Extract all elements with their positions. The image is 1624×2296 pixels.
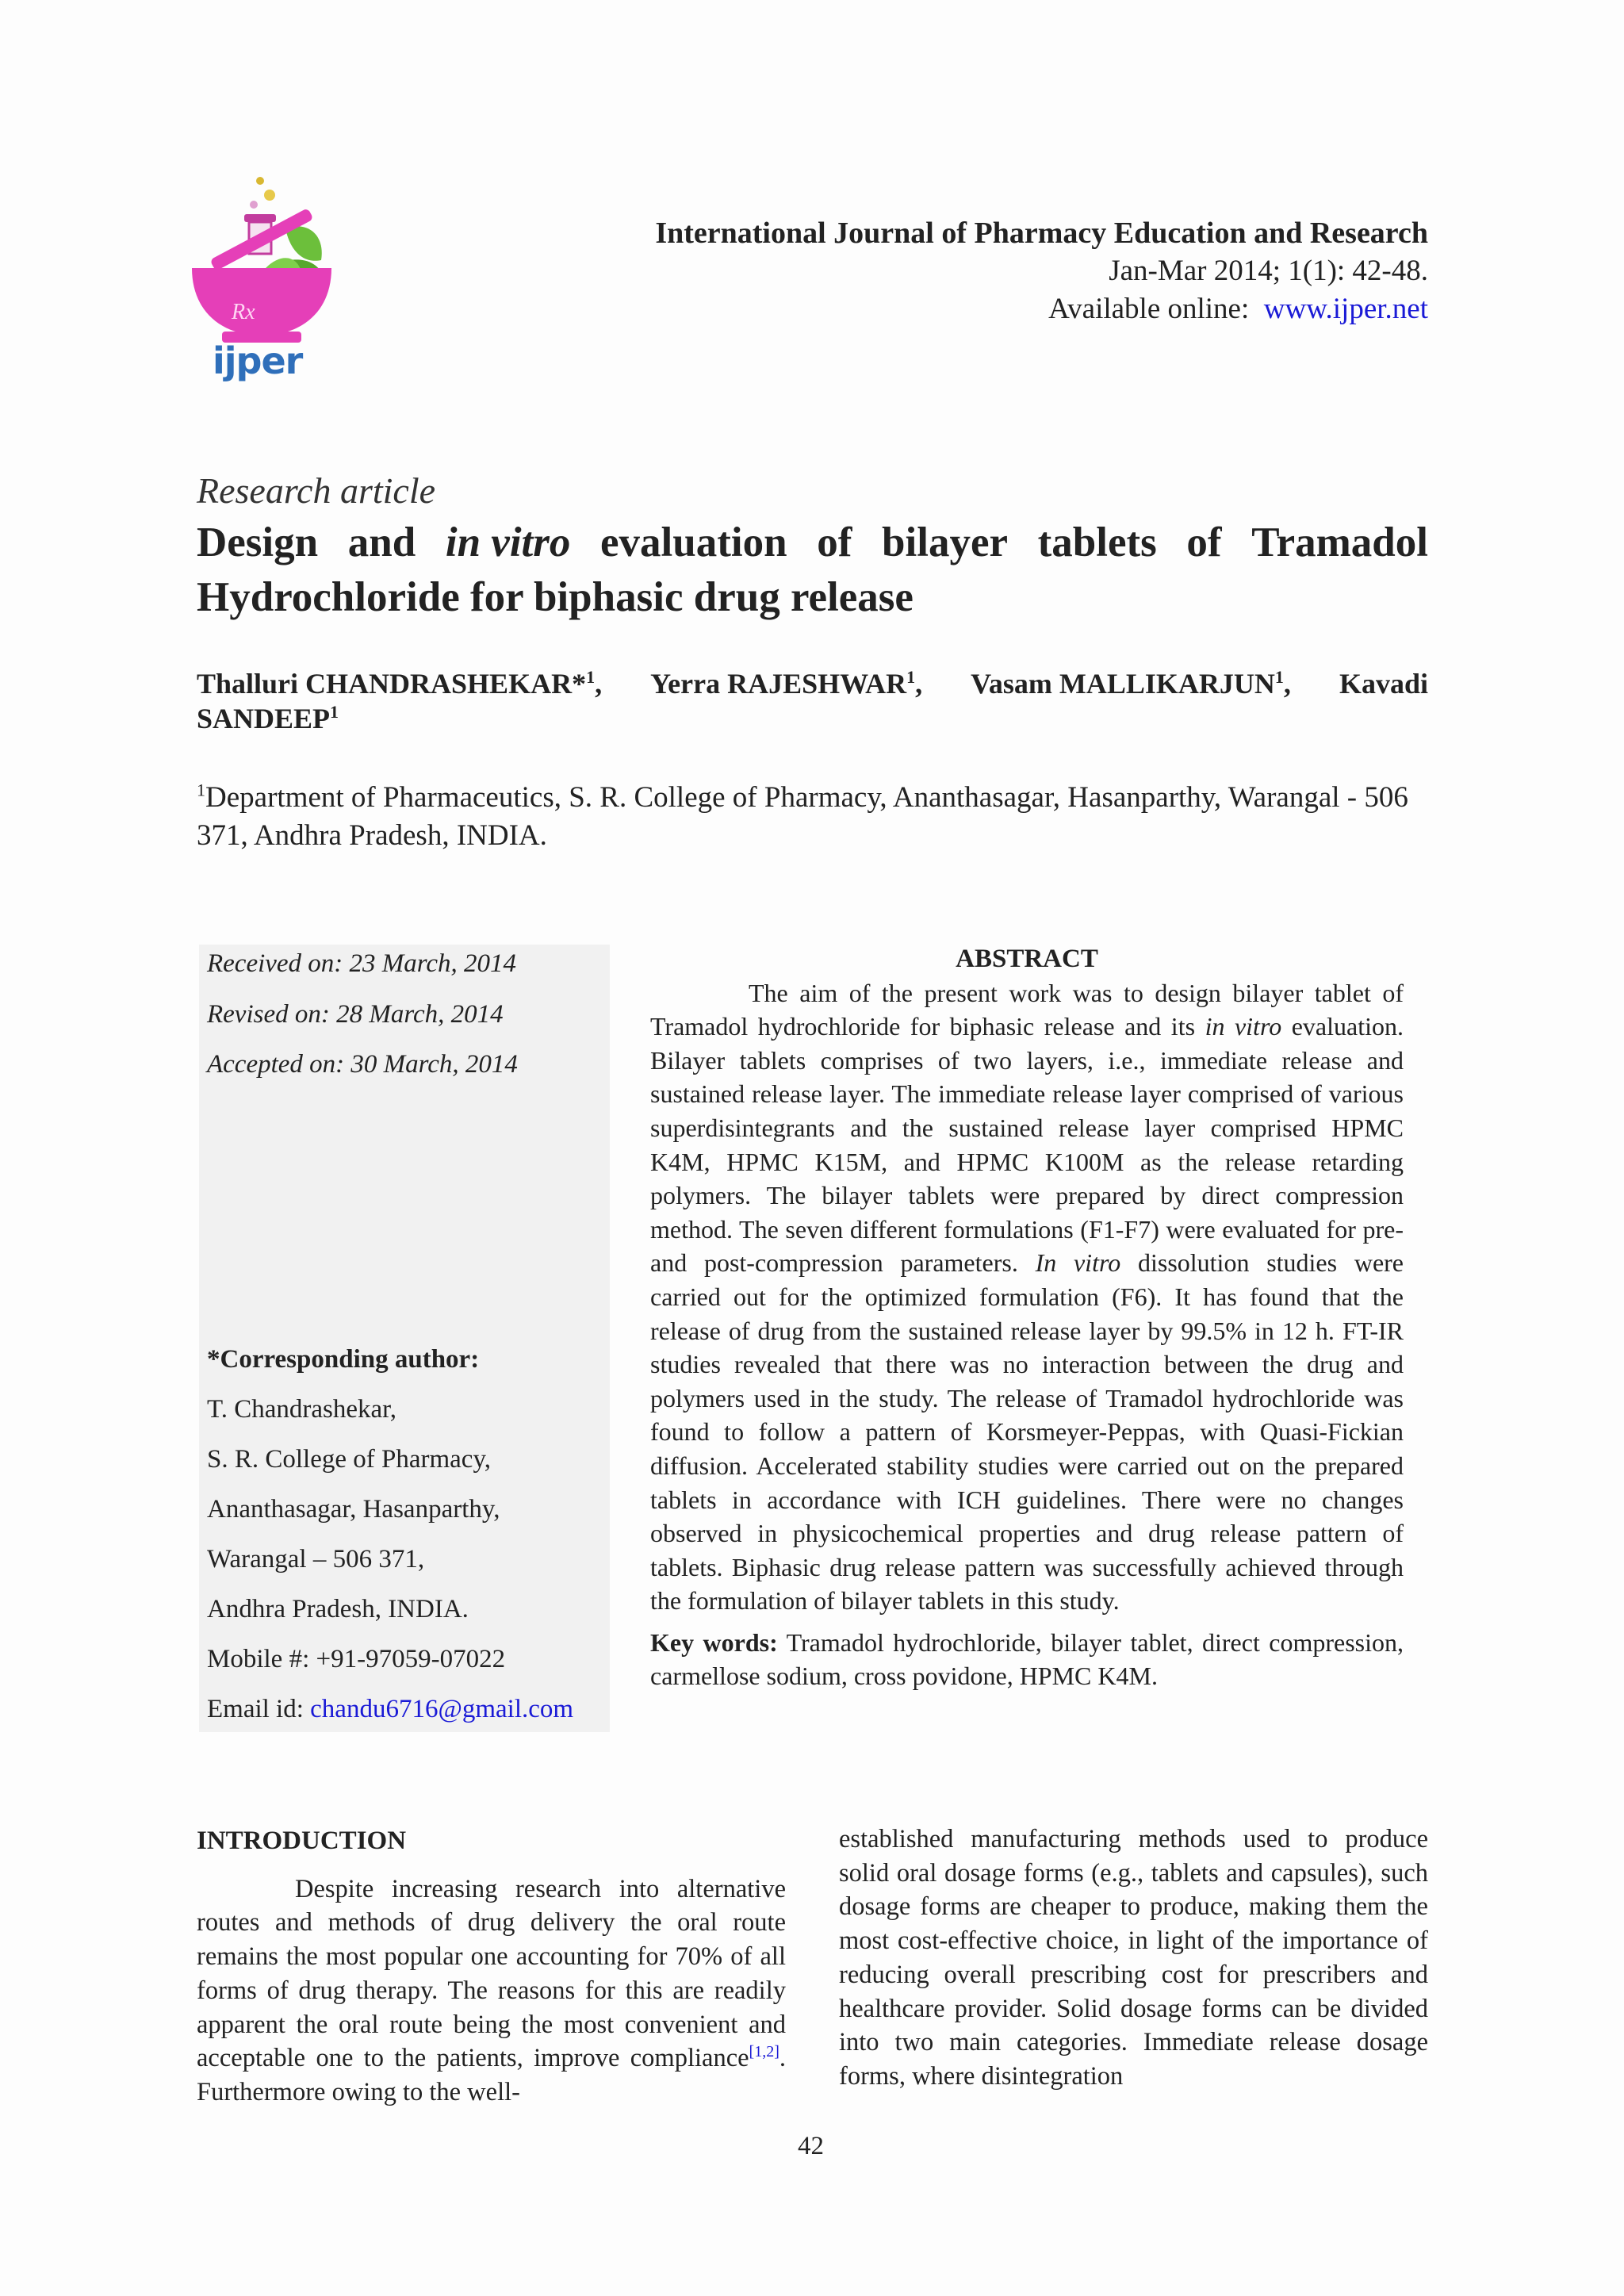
received-date: Received on: 23 March, 2014 xyxy=(207,949,517,978)
corresponding-name: T. Chandrashekar, xyxy=(207,1395,397,1424)
citation-link[interactable]: [1,2] xyxy=(749,2043,779,2061)
author-sup: 1 xyxy=(1274,667,1284,687)
title-word: Tramadol xyxy=(1251,519,1428,565)
keywords xyxy=(650,1626,1404,1693)
journal-name: International Journal of Pharmacy Education and Research xyxy=(655,217,1428,250)
title-word: Design xyxy=(197,519,319,565)
author-name: SANDEEP xyxy=(197,703,331,734)
journal-url-link[interactable]: www.ijper.net xyxy=(1263,293,1428,325)
author-name: Vasam MALLIKARJUN$^1$, xyxy=(971,667,1291,700)
title-line-2: Hydrochloride for biphasic drug release xyxy=(197,574,914,620)
intro-heading: INTRODUCTION xyxy=(197,1826,407,1855)
logo-rx-text: Rx xyxy=(232,300,255,324)
abstract-heading: ABSTRACT xyxy=(956,945,1098,973)
mobile-number: Mobile #: +91-97059-07022 xyxy=(207,1645,506,1673)
affiliation xyxy=(197,779,1428,855)
abstract-italic: in vitro xyxy=(1205,1012,1282,1041)
email-label: Email id: xyxy=(207,1695,304,1723)
intro-left-column xyxy=(197,1824,786,2110)
logo-text: ijper xyxy=(213,339,303,382)
author-list xyxy=(197,666,1428,736)
affiliation-sup: 1 xyxy=(197,780,205,800)
abstract-italic: In vitro xyxy=(1035,1248,1121,1278)
author-sup: 1 xyxy=(330,702,339,722)
corresponding-heading: *Corresponding author: xyxy=(207,1345,480,1374)
authors-line-1 xyxy=(197,666,1428,701)
title-word: of xyxy=(1186,519,1222,565)
author-sup: 1 xyxy=(586,667,596,687)
email-row xyxy=(207,1695,573,1724)
corresponding-city: Warangal – 506 371, xyxy=(207,1545,425,1573)
title-word: of xyxy=(817,519,852,565)
intro-tail: . Furthermore owing to the well- xyxy=(197,2044,786,2106)
revised-date: Revised on: 28 March, 2014 xyxy=(207,1000,504,1029)
title-line-1 xyxy=(197,516,1428,570)
page-number: 42 xyxy=(798,2132,824,2160)
intro-text: Despite increasing research into alternative routes and methods of drug delivery the oral route remains the most popular one accounting for 70% of all forms of drug therapy. The reasons for this are readily apparent the oral route being the most convenient and acceptable one to the patients, improve compliance xyxy=(197,1874,786,2073)
article-type: Research article xyxy=(197,470,436,511)
intro-right-column xyxy=(839,1823,1428,2094)
author-sup: 1 xyxy=(906,667,916,687)
affiliation-line-1 xyxy=(197,779,1428,817)
article-info-box xyxy=(199,945,610,1732)
journal-header xyxy=(655,214,1428,328)
title-word: and xyxy=(347,519,416,565)
affiliation-text-1: Department of Pharmaceutics, S. R. College of Pharmacy, Ananthasagar, Hasanparthy, Warangal - 506 xyxy=(205,781,1408,814)
author-name: Yerra RAJESHWAR$^1$, xyxy=(650,667,923,700)
abstract xyxy=(650,942,1404,1693)
online-label: Available online: xyxy=(1048,293,1250,325)
corresponding-college: S. R. College of Pharmacy, xyxy=(207,1445,492,1474)
authors-line-2 xyxy=(197,701,1428,736)
title-word: in vitro xyxy=(445,519,571,565)
intro-paragraph xyxy=(197,1872,786,2110)
article-title xyxy=(197,516,1428,625)
journal-issue: Jan-Mar 2014; 1(1): 42-48. xyxy=(1109,255,1428,287)
keywords-label: Key words: xyxy=(650,1627,778,1657)
title-word: evaluation xyxy=(600,519,787,565)
corresponding-place: Ananthasagar, Hasanparthy, xyxy=(207,1495,500,1524)
abstract-text: evaluation. Bilayer tablets comprises of two layers, i.e., immediate release and sustained release layer. The immediate release layer comprised of various superdisintegrants and the sustained release layer comprised HPMC K4M, HPMC K15M, and HPMC K100M as the release retarding polymers. The bilayer tablets were prepared by direct compression method. The seven different formulations (F1-F7) were evaluated for pre- and post-compression parameters. xyxy=(650,1012,1404,1278)
author-name: Kavadi xyxy=(1339,668,1428,700)
abstract-text: The aim of the present work was to design bilayer tablet of Tramadol hydrochloride for biphasic release and its xyxy=(650,978,1404,1041)
accepted-date: Accepted on: 30 March, 2014 xyxy=(207,1050,518,1079)
corresponding-state: Andhra Pradesh, INDIA. xyxy=(207,1595,469,1623)
abstract-body xyxy=(650,976,1404,1618)
title-word: tablets xyxy=(1037,519,1157,565)
abstract-text: dissolution studies were carried out for the optimized formulation (F6). It has found that the release of drug from the sustained release layer by 99.5% in 12 h. FT-IR studies revealed that there was no interaction between the drug and polymers used in the study. The release of Tramadol hydrochloride was found to follow a pattern of Korsmeyer-Peppas, with Quasi-Fickian diffusion. Accelerated stability studies were carried out on the prepared tablets in accordance with ICH guidelines. There were no changes observed in physicochemical properties and drug release pattern of tablets. Biphasic drug release pattern was successfully achieved through the formulation of bilayer tablets in this study. xyxy=(650,1248,1404,1616)
intro-right-text: established manufacturing methods used to produce solid oral dosage forms (e.g., tablets and capsules), such dosage forms are cheaper to produce, making them the most cost-effective choice, in light of the importance of reducing overall prescribing cost for prescribers and healthcare provider. Solid dosage forms can be divided into two main categories. Immediate release dosage forms, where disintegration xyxy=(839,1825,1428,2091)
affiliation-line-2: 371, Andhra Pradesh, INDIA. xyxy=(197,819,547,852)
keywords-text: Tramadol hydrochloride, bilayer tablet, direct compression, carmellose sodium, cross povidone, HPMC K4M. xyxy=(650,1627,1404,1691)
journal-online xyxy=(655,290,1428,328)
author-name: Thalluri CHANDRASHEKAR*$^1$, xyxy=(197,667,603,700)
email-link[interactable]: chandu6716@gmail.com xyxy=(310,1695,574,1723)
title-word: bilayer xyxy=(882,519,1008,565)
